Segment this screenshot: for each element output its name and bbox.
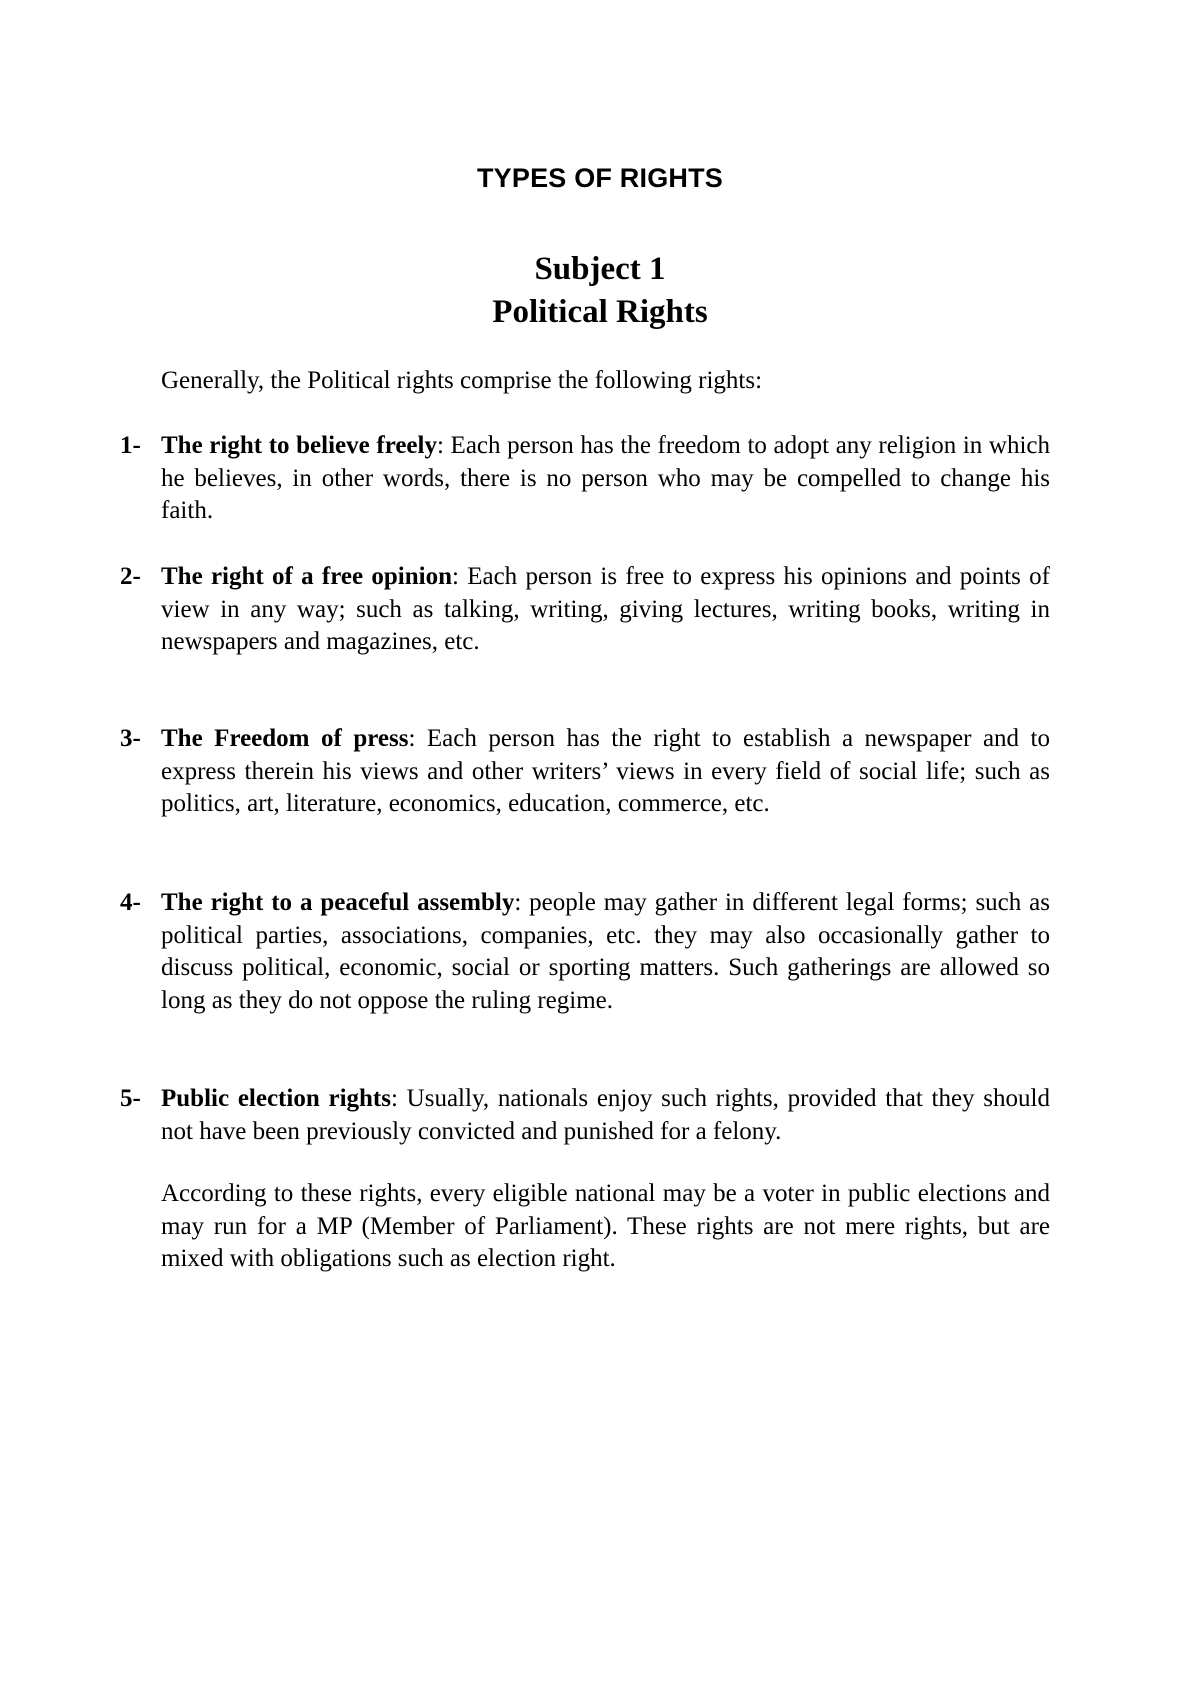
intro-paragraph: Generally, the Political rights comprise the following rights: <box>161 367 763 394</box>
right-item-public-election <box>120 1083 1050 1148</box>
right-item-peaceful-assembly <box>120 887 1050 1017</box>
item-body <box>161 723 1050 821</box>
item-term: The right to believe freely <box>161 432 437 459</box>
right-item-believe-freely <box>120 430 1050 528</box>
right-item-free-opinion <box>120 561 1050 659</box>
item-term: Public election rights <box>161 1085 391 1112</box>
item-number: 2- <box>120 563 141 590</box>
item-text: : Each person is free to express his opinions and points of view in any way; such as talking, writing, giving lectures, writing books, writing in newspapers and magazines, etc. <box>161 563 1050 655</box>
document-title: TYPES OF RIGHTS <box>476 163 724 193</box>
item-text: : Each person has the right to establish a newspaper and to express therein his views and other writers’ views in every field of social life; such as politics, art, literature, economics, education, commerce, etc. <box>161 725 1050 817</box>
item-term: The right to a peaceful assembly <box>161 889 515 916</box>
item-number: 4- <box>120 889 141 916</box>
subject-heading <box>0 248 1200 334</box>
item-text: : Usually, nationals enjoy such rights, provided that they should not have been previously convicted and punished for a felony. <box>161 1085 1050 1145</box>
subject-label: Subject 1 <box>534 251 666 287</box>
item-body <box>161 561 1050 659</box>
item-text: : Each person has the freedom to adopt any religion in which he believes, in other words, there is no person who may be compelled to change his faith. <box>161 432 1050 524</box>
subject-title: Political Rights <box>492 294 708 330</box>
item-body <box>161 1083 1050 1148</box>
item-number: 3- <box>120 725 141 752</box>
item-body <box>161 430 1050 528</box>
item-body <box>161 887 1050 1017</box>
item-number: 5- <box>120 1085 141 1112</box>
closing-paragraph: According to these rights, every eligible national may be a voter in public elections and may run for a MP (Member of Parliament). These rights are not mere rights, but are mixed with obligations such as election right. <box>161 1180 1050 1272</box>
item-text: : people may gather in different legal forms; such as political parties, associations, companies, etc. they may also occasionally gather to discuss political, economic, social or sporting matters. Such gatherings are allowed so long as they do not oppose the ruling regime. <box>161 889 1050 1014</box>
item-term: The Freedom of press <box>161 725 409 752</box>
right-item-freedom-of-press <box>120 723 1050 821</box>
item-term: The right of a free opinion <box>161 563 452 590</box>
item-number: 1- <box>120 432 141 459</box>
